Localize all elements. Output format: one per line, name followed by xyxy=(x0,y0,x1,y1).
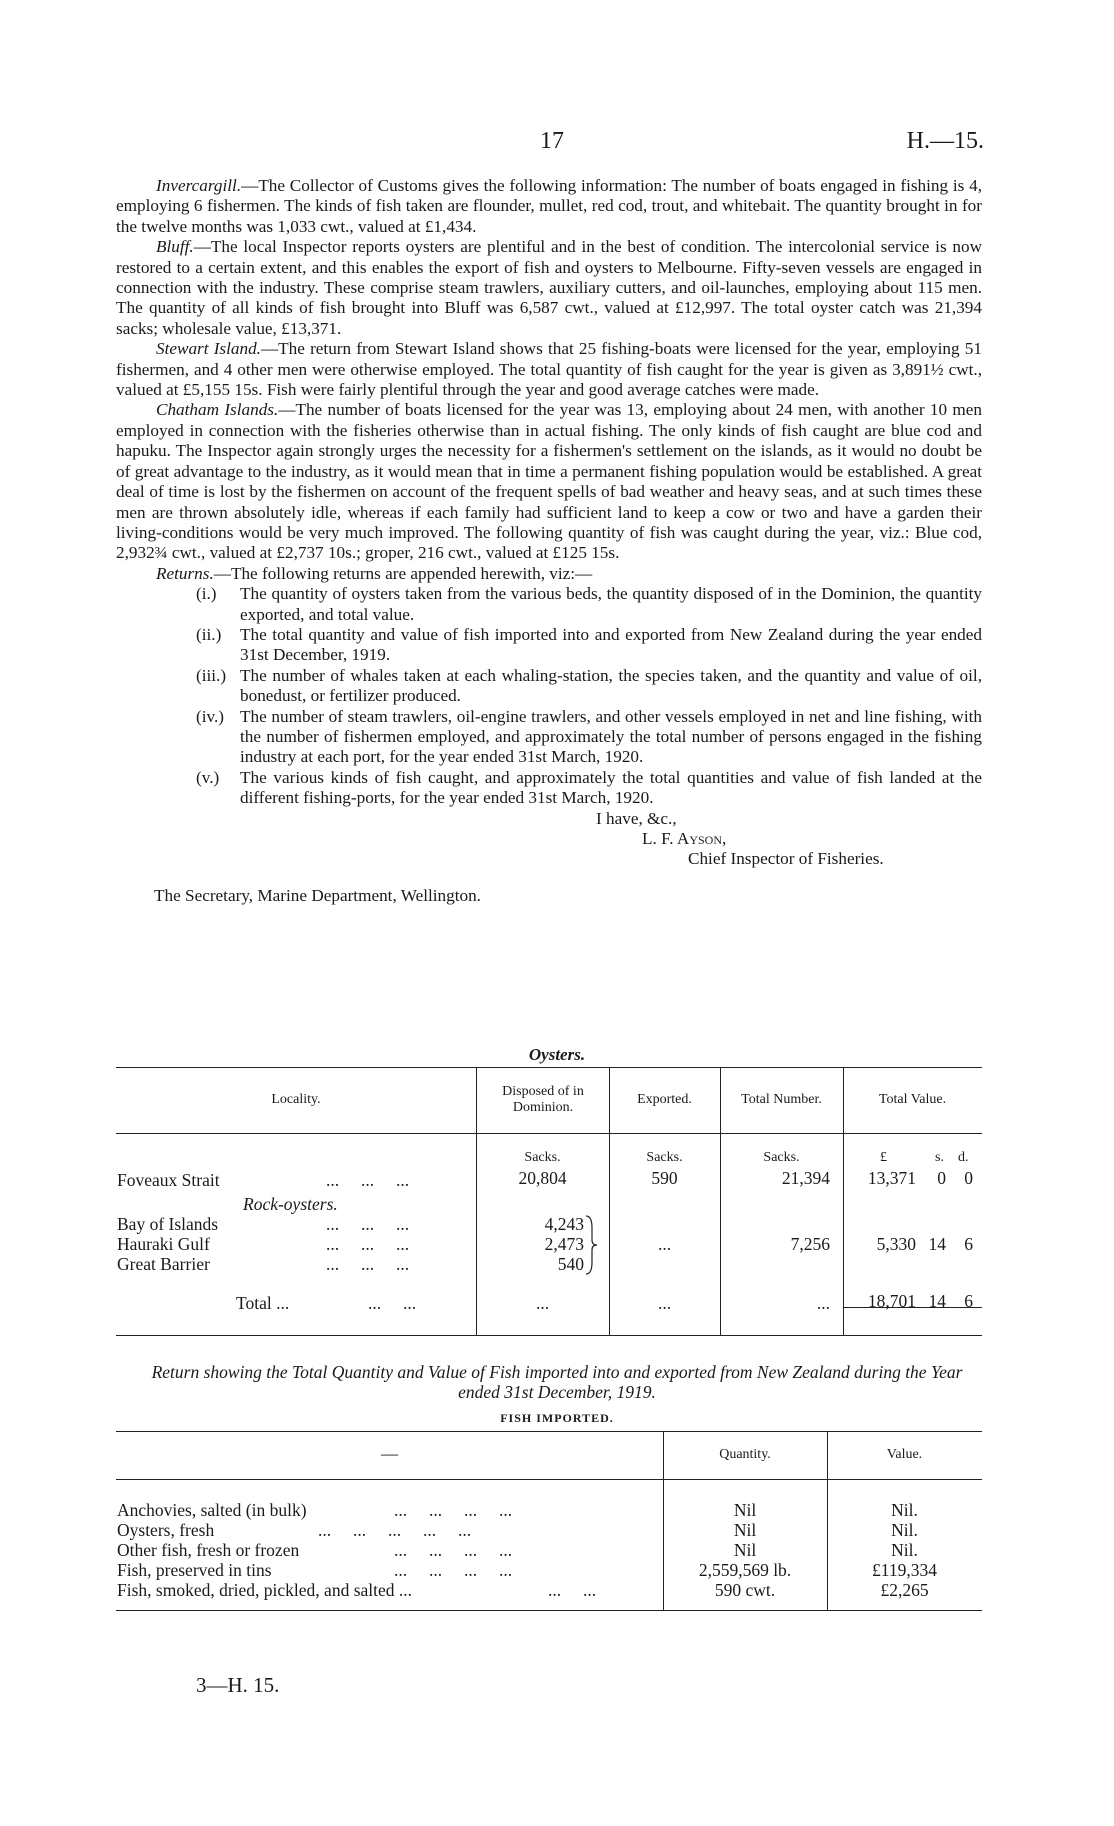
leader-dots: ... ... ... ... xyxy=(394,1540,513,1560)
paragraph-heading: Chatham Islands. xyxy=(156,400,279,420)
row-disposed: 20,804 xyxy=(518,1168,567,1188)
table-rule-header xyxy=(116,1479,982,1480)
unit-pound: £ xyxy=(880,1150,887,1165)
header-quantity: Quantity. xyxy=(719,1447,771,1462)
rock-total-number: 7,256 xyxy=(790,1234,830,1254)
leader-dots: ... ... ... xyxy=(326,1170,410,1190)
list-item-text: The various kinds of fish caught, and approximately the total quantities and value of fish landed at the different fishing-ports, for the year ended 31st March, 1920. xyxy=(240,767,982,808)
paragraph-invercargill xyxy=(116,176,982,237)
list-item-number: (iv.) xyxy=(196,706,224,726)
paragraph-heading: Bluff. xyxy=(156,237,194,257)
list-item-text: The quantity of oysters taken from the various beds, the quantity disposed of in the Dominion, the quantity exported, and total value. xyxy=(240,584,982,624)
row-exported: 590 xyxy=(651,1168,678,1188)
row-disposed: 540 xyxy=(557,1254,584,1274)
paragraph-chatham-islands xyxy=(116,400,982,563)
brace-icon xyxy=(584,1214,600,1276)
recipient-line: The Secretary, Marine Department, Wellington. xyxy=(154,885,481,905)
header-total-value: Total Value. xyxy=(878,1092,947,1107)
rock-value-pence: 6 xyxy=(964,1234,973,1254)
total-label: Total ... xyxy=(236,1293,290,1313)
row-total-number: 21,394 xyxy=(781,1168,830,1188)
row-item: Other fish, fresh or frozen xyxy=(117,1540,300,1560)
header-exported: Exported. xyxy=(637,1092,692,1107)
row-value-pence: 0 xyxy=(964,1168,973,1188)
row-locality: Bay of Islands xyxy=(117,1214,219,1234)
list-item-number: (v.) xyxy=(196,767,220,787)
list-item-text: The total quantity and value of fish imported into and exported from New Zealand during the year ended 31st December, 1919. xyxy=(240,624,982,665)
list-item-number: (ii.) xyxy=(196,624,222,644)
page-footer: 3—H. 15. xyxy=(196,1673,280,1697)
row-locality: Hauraki Gulf xyxy=(117,1234,210,1254)
table-rule-top xyxy=(116,1067,982,1068)
row-locality: Great Barrier xyxy=(117,1254,210,1274)
paragraph-text: —The following returns are appended herewith, viz:— xyxy=(213,563,593,583)
row-item: Anchovies, salted (in bulk) xyxy=(117,1500,307,1520)
row-disposed: 4,243 xyxy=(544,1214,584,1234)
paragraph-returns xyxy=(116,564,982,584)
table-rule-top xyxy=(116,1431,982,1432)
list-item xyxy=(116,768,982,809)
row-quantity: Nil xyxy=(733,1520,757,1540)
row-value-shillings: 0 xyxy=(937,1168,946,1188)
row-value: £119,334 xyxy=(872,1560,937,1580)
page-number: 17 xyxy=(540,128,564,154)
rock-oysters-heading: Rock-oysters. xyxy=(243,1194,338,1214)
paragraph-text: —The return from Stewart Island shows that 25 fishing-boats were licensed for the year, employing 51 fishermen, and 4 other men were otherwise employed. The total quantity of fish caught for the year is given as 3,891½ cwt., valued at £5,155 15s. Fish were fairly plentiful through the year and good average catches were made. xyxy=(116,339,982,400)
header-locality: Locality. xyxy=(271,1092,321,1107)
row-quantity: 2,559,569 lb. xyxy=(698,1560,792,1580)
rock-value-pounds: 5,330 xyxy=(876,1234,916,1254)
rock-exported: ... xyxy=(657,1234,672,1254)
page-reference: H.—15. xyxy=(906,128,984,154)
unit-shilling: s. xyxy=(935,1150,944,1165)
signature-closing: I have, &c., xyxy=(596,808,677,828)
unit-sacks: Sacks. xyxy=(646,1150,683,1165)
paragraph-heading: Returns. xyxy=(156,563,214,583)
leader-dots: ... ... xyxy=(548,1580,597,1600)
paragraph-text: —The Collector of Customs gives the following information: The number of boats engaged in fishing is 4, employing 6 fishermen. The kinds of fish taken are flounder, mullet, red cod, trout, and whitebait. The quantity brought in for the twelve months was 1,033 cwt., valued at £1,434. xyxy=(116,176,982,236)
paragraph-text: —The local Inspector reports oysters are plentiful and in the best of condition. The intercolonial service is now restored to a certain extent, and this enables the export of fish and oysters to Melbourne. Fifty-seven vessels are engaged in connection with the industry. These comprise steam trawlers, auxiliary cutters, and oil-launches, employing about 115 men. The quantity of all kinds of fish brought into Bluff was 6,587 cwt., valued at £12,997. The total oyster catch was 21,394 sacks; wholesale value, £13,371. xyxy=(116,237,982,338)
leader-dots: ... ... ... xyxy=(326,1254,410,1274)
row-value: Nil. xyxy=(891,1500,918,1520)
total-value-shillings: 14 xyxy=(928,1291,946,1311)
table-rule-header xyxy=(116,1133,982,1134)
row-value-pounds: 13,371 xyxy=(867,1168,916,1188)
leader-dots: ... ... ... ... xyxy=(394,1560,513,1580)
list-item-number: (iii.) xyxy=(196,665,227,685)
paragraph-heading: Stewart Island. xyxy=(156,339,261,359)
paragraph-stewart-island xyxy=(116,339,982,400)
row-item: Fish, preserved in tins xyxy=(117,1560,272,1580)
oysters-table-title: Oysters. xyxy=(528,1045,586,1064)
total-disposed: ... xyxy=(535,1293,550,1313)
return-title: Return showing the Total Quantity and Value of Fish imported into and exported from New Zealand during the Year ended 31st December, 1919. xyxy=(151,1362,963,1402)
rock-value-shillings: 14 xyxy=(928,1234,946,1254)
list-item-text: The number of whales taken at each whaling-station, the species taken, and the quantity and value of oil, bonedust, or fertilizer produced. xyxy=(240,665,982,706)
unit-sacks: Sacks. xyxy=(524,1150,561,1165)
header-item: — xyxy=(381,1444,398,1463)
list-item-text: The number of steam trawlers, oil-engine trawlers, and other vessels employed in net and line fishing, with the number of fishermen employed, and approximately the total number of persons engaged in the fishing industry at each port, for the year ended 31st March, 1920. xyxy=(240,706,982,767)
fish-imported-label: FISH IMPORTED. xyxy=(500,1411,614,1425)
unit-pence: d. xyxy=(958,1150,969,1165)
list-item-number: (i.) xyxy=(196,584,217,604)
returns-list xyxy=(116,584,982,808)
leader-dots: ... ... ... xyxy=(326,1214,410,1234)
total-exported: ... xyxy=(657,1293,672,1313)
row-quantity: Nil xyxy=(733,1500,757,1520)
leader-dots: ... ... ... ... ... xyxy=(318,1520,472,1540)
table-rule-bottom xyxy=(116,1610,982,1611)
paragraph-bluff xyxy=(116,237,982,339)
row-quantity: 590 cwt. xyxy=(714,1580,776,1600)
total-value-pounds: 18,701 xyxy=(867,1291,916,1311)
report-body xyxy=(116,176,982,906)
leader-dots: ... ... ... xyxy=(326,1234,410,1254)
header-value: Value. xyxy=(886,1447,923,1462)
signature-block xyxy=(116,809,982,870)
signature-title: Chief Inspector of Fisheries. xyxy=(688,849,884,869)
header-total-number: Total Number. xyxy=(741,1092,822,1107)
row-disposed: 2,473 xyxy=(544,1234,584,1254)
unit-sacks: Sacks. xyxy=(763,1150,800,1165)
list-item xyxy=(116,666,982,707)
row-value: Nil. xyxy=(891,1540,918,1560)
total-value-pence: 6 xyxy=(964,1291,973,1311)
leader-dots: ... ... ... ... xyxy=(394,1500,513,1520)
table-rule-bottom xyxy=(116,1335,982,1336)
paragraph-text: —The number of boats licensed for the year was 13, employing about 24 men, with another 10 men employed in connection with the fisheries otherwise than in actual fishing. The only kinds of fish caught are blue cod and hapuku. The Inspector again strongly urges the necessity for a fishermen's settlement on the islands, as it would no doubt be of great advantage to the industry, as it would mean that in time a permanent fishing population would be established. A great deal of time is lost by the fishermen on account of the frequent spells of bad weather and heavy seas, and at such times these men are thrown absolutely idle, whereas if each family had sufficient land to keep a cow or two and have a garden their living-conditions would be very much improved. The following quantity of fish was caught during the year, viz.: Blue cod, 2,932¾ cwt., valued at £2,737 10s.; groper, 216 cwt., valued at £125 15s. xyxy=(116,400,982,563)
signature-name: L. F. Ayson, xyxy=(642,829,727,848)
row-item: Oysters, fresh xyxy=(117,1520,215,1540)
list-item xyxy=(116,584,982,625)
header-disposed: Disposed of in Dominion. xyxy=(502,1084,584,1115)
paragraph-heading: Invercargill. xyxy=(156,176,242,195)
row-locality: Foveaux Strait xyxy=(117,1170,220,1190)
leader-dots: ... ... xyxy=(368,1293,417,1313)
page-header xyxy=(0,128,1114,158)
row-value: £2,265 xyxy=(880,1580,929,1600)
row-quantity: Nil xyxy=(733,1540,757,1560)
row-item: Fish, smoked, dried, pickled, and salted ... xyxy=(117,1580,413,1600)
list-item xyxy=(116,625,982,666)
total-number: ... xyxy=(816,1293,830,1313)
row-value: Nil. xyxy=(891,1520,918,1540)
list-item xyxy=(116,707,982,768)
